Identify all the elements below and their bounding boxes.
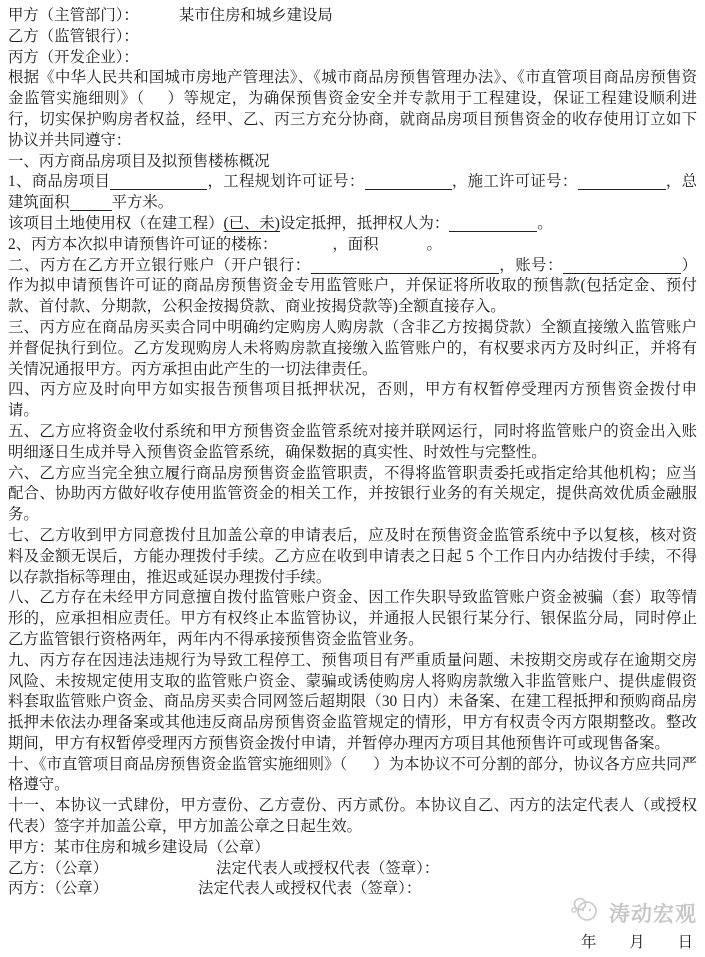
watermark-label: 涛动宏观 [609,902,697,926]
blank-space [139,19,179,20]
date-month-label: 月 [629,934,645,951]
date-line [581,930,693,952]
paragraph: 九、丙方存在因违法违规行为导致工程停工、预售项目有严重质量问题、未按期交房或存在逾期交房风险、未按规定使用支取的监管账户资金、蒙骗或诱使购房人将购房款缴入非监管账户、提供虚假资料套取监管账户资金、商品房买卖合同网签后超期限（30 日内）未备案、在建工程抵押和预购商品房抵押未依法办理备案或其他违反商品房预售资金监管规定的情形，甲方有权责令丙方限期整改。整改期间，甲方有权暂停受理丙方预售资金拨付申请，并暂停办理丙方项目其他预售许可或现售备案。 [8,651,697,752]
paragraph: 根据《中华人民共和国城市房地产管理法》、《城市商品房预售管理办法》、《市直管项目商品房预售资金监管实施细则》（ ）等规定，为确保预售资金安全并专款用于工程建设，保证工程建设顺利进行，切实保护购房者权益，经甲、乙、丙三方充分协商，就商品房项目预售资金的收存使用订立如下协议并共同遵守： [8,69,697,149]
fill-in-blank [578,175,666,190]
document-body [8,6,697,900]
fill-in-blank [70,196,112,211]
paragraph: 四、丙方应及时向甲方如实报告预售项目抵押状况，否则，甲方有权暂停受理丙方预售资金拨付申请。 [8,381,697,420]
paragraph: 五、乙方应将资金收付系统和甲方预售资金监管系统对接并联网运行，同时将监管账户的资金出入账明细逐日生成并导入预售资金监管系统，确保数据的真实性、时效性与完整性。 [8,422,697,461]
paragraph: 乙方（监管银行）： [8,27,139,45]
blank-space [108,892,198,893]
paragraph: 甲方（主管部门）： 某市住房和城乡建设局 [8,7,333,24]
blank-space [379,248,427,249]
paragraph: 一、丙方商品房项目及拟预售楼栋概况 [8,152,270,170]
paragraph: 七、乙方收到甲方同意拨付且加盖公章的申请表后，应及时在预售资金监管系统中予以复核，核对资料及金额无误后，方能办理拨付手续。乙方应在收到申请表之日起 5 个工作日内办结拨付手续，不得以存款指标等理由，推迟或延误办理拨付手续。 [8,526,697,586]
blank-space [145,102,167,103]
fill-in-blank [110,175,207,190]
paragraph: 丙方（开发企业）： [8,48,139,66]
fill-in-blank [563,259,681,274]
paragraph: 三、丙方应在商品房买卖合同中明确约定购房人购房款（含非乙方按揭贷款）全额直接缴入监管账户并督促执行到位。乙方发现购房人未将购房款直接缴入监管账户的，有权要求丙方及时纠正，并将有关情况通报甲方。丙方承担由此产生的一切法律责任。 [8,318,697,378]
fill-in-blank [311,259,499,274]
paragraph: 十、《市直管项目商品房预售资金监管实施细则》（ ）为本协议不可分割的部分，协议各方应共同严格遵守。 [8,755,697,794]
paragraph: 十一、本协议一式肆份，甲方壹份、乙方壹份、丙方贰份。本协议自乙、丙方的法定代表人（或授权代表）签字并加盖公章，甲方加盖公章之日起生效。 [8,797,697,836]
fill-in-blank [449,217,537,232]
blank-space [277,248,332,249]
blank-space [347,768,373,769]
paragraph: 1、商品房项目 ，工程规划许可证号： ，施工许可证号： ，总建筑面积 平方米。 [8,173,697,212]
paragraph: 该项目土地使用权（在建工程）(已、未)设定抵押，抵押权人为： 。 [8,214,553,232]
date-year-label: 年 [581,934,597,951]
paragraph: 2、丙方本次拟申请预售许可证的楼栋： ，面积 。 [8,235,442,253]
paragraph: 六、乙方应当完全独立履行商品房预售资金监管职责，不得将监管职责委托或指定给其他机构；应当配合、协助丙方做好收存使用监管资金的相关工作，并按银行业务的有关规定，提供高效优质金融服务。 [8,464,697,524]
date-day-label: 日 [677,934,693,951]
paragraph: 甲方：某市住房和城乡建设局（公章） [8,838,270,856]
blank-space [108,872,216,873]
paragraph: 乙方：（公章） 法定代表人或授权代表（签章）： [8,859,440,877]
paragraph: 八、乙方存在未经甲方同意擅自拨付监管账户资金、因工作失职导致监管账户资金被骗（套）取等情形的，应承担相应责任。甲方有权终止本监管协议，并通报人民银行某分行、银保监分局，同时停止乙方监管银行资格两年，两年内不得承接预售资金监管业务。 [8,589,697,648]
fill-in-blank [365,175,452,190]
underlined-text: (已、未) [223,214,280,232]
paragraph: 二、丙方在乙方开立银行账户（开户银行： ，账号： ）作为拟申请预售许可证的商品房预售资金专用监管账户，并保证将所收取的预售款(包括定金、预付款、首付款、分期款，公积金按揭贷款、商业按揭贷款等)全额直接存入。 [8,256,697,316]
paragraph: 丙方：（公章） 法定代表人或授权代表（签章）： [8,880,422,898]
